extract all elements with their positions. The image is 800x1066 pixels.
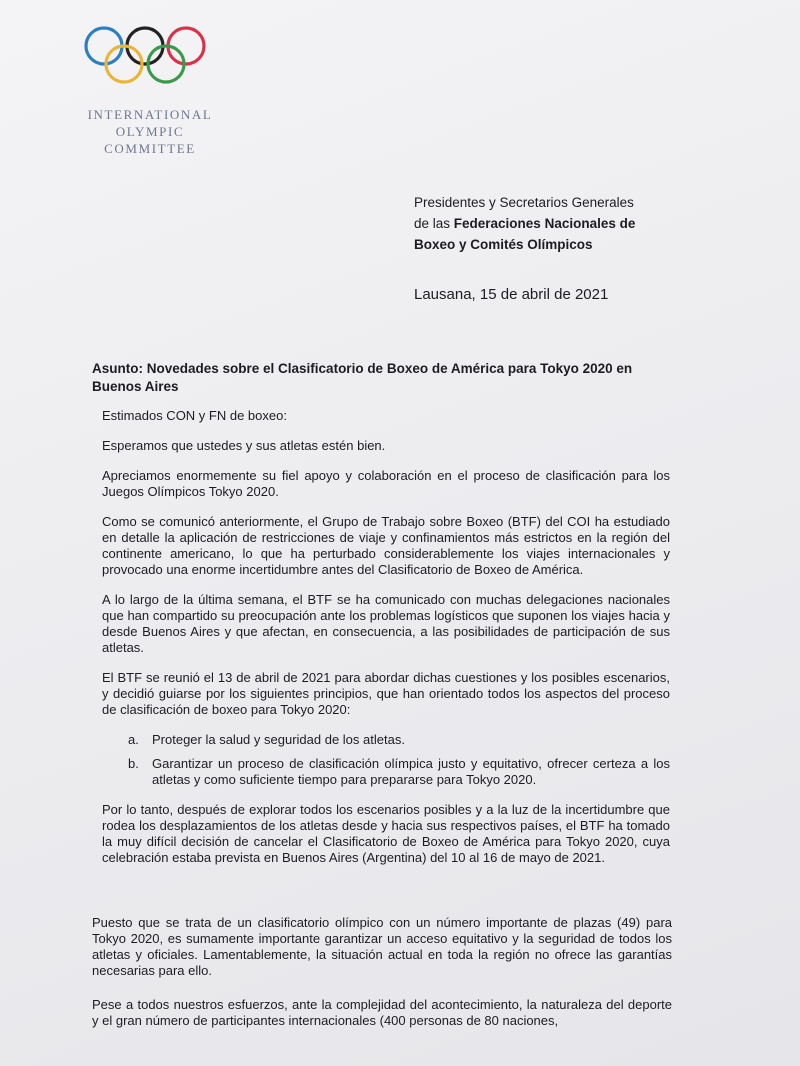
org-line-2: OLYMPIC: [115, 124, 185, 139]
recipient-line-2: [414, 213, 784, 234]
olympic-rings-icon: [82, 22, 212, 88]
recipient-line-3-bold: Boxeo y Comités Olímpicos: [414, 237, 593, 252]
paragraph-2: Apreciamos enormemente su fiel apoyo y colaboración en el proceso de clasificación para los Juegos Olímpicos Tokyo 2020.: [102, 468, 670, 499]
list-item-text: Garantizar un proceso de clasificación olímpica justo y equitativo, ofrecer certeza a los atletas y como suficiente tiempo para prepararse para Tokyo 2020.: [152, 756, 670, 787]
recipient-line-1: Presidentes y Secretarios Generales: [414, 195, 634, 210]
letter-subject: Asunto: Novedades sobre el Clasificatorio de Boxeo de América para Tokyo 2020 en Buenos Aires: [92, 361, 633, 394]
paragraph-5: El BTF se reunió el 13 de abril de 2021 para abordar dichas cuestiones y los posibles escenarios, y decidió guiarse por los siguientes principios, que han orientado todos los aspectos del proceso de clasificación de boxeo para Tokyo 2020:: [102, 670, 670, 717]
paragraph-1: Esperamos que ustedes y sus atletas estén bien.: [102, 438, 386, 453]
list-item: [128, 756, 670, 788]
organization-name: [80, 106, 220, 157]
principles-list: [102, 732, 670, 788]
list-marker: a.: [128, 732, 139, 747]
recipient-line-3: [414, 234, 784, 255]
paragraph-8: Pese a todos nuestros esfuerzos, ante la complejidad del acontecimiento, la naturaleza del deporte y el gran número de participantes internacionales (400 personas de 80 naciones,: [92, 997, 672, 1028]
letter-date: Lausana, 15 de abril de 2021: [414, 286, 609, 303]
list-marker: b.: [128, 756, 139, 771]
org-line-3: COMMITTEE: [104, 141, 196, 156]
list-item-text: Proteger la salud y seguridad de los atletas.: [152, 732, 405, 747]
paragraph-7: Puesto que se trata de un clasificatorio olímpico con un número importante de plazas (49) para Tokyo 2020, es sumamente importante garantizar un acceso equitativo y la seguridad de todos los atletas y oficiales. Lamentablemente, la situación actual en toda la región no ofrece las garantías necesarias para ello.: [92, 915, 672, 978]
recipient-line-2-bold: Federaciones Nacionales de: [453, 216, 636, 231]
org-line-1: INTERNATIONAL: [87, 107, 213, 122]
letter-body: [102, 408, 670, 880]
recipient-block: [414, 192, 784, 255]
paragraph-6: Por lo tanto, después de explorar todos los escenarios posibles y a la luz de la incertidumbre que rodea los desplazamientos de los atletas desde y hacia sus respectivos países, el BTF ha tomado la muy difícil decisión de cancelar el Clasificatorio de Boxeo de América para Tokyo 2020, cuya celebración estaba prevista en Buenos Aires (Argentina) del 10 al 16 de mayo de 2021.: [102, 802, 670, 865]
paragraph-4: A lo largo de la última semana, el BTF se ha comunicado con muchas delegaciones nacionales que han compartido su preocupación ante los problemas logísticos que suponen los viajes hacia y desde Buenos Aires y que afectan, en consecuencia, a las posibilidades de participación de sus atletas.: [102, 592, 670, 655]
paragraph-3: Como se comunicó anteriormente, el Grupo de Trabajo sobre Boxeo (BTF) del COI ha estudiado en detalle la aplicación de restricciones de viaje y confinamientos más estrictos en la región del continente americano, lo que ha perturbado considerablemente los viajes internacionales y provocado una enorme incertidumbre antes del Clasificatorio de Boxeo de América.: [102, 514, 670, 577]
letter-body-lower: [92, 915, 672, 1047]
greeting: Estimados CON y FN de boxeo:: [102, 408, 287, 423]
recipient-line-2-plain: de las: [414, 216, 454, 231]
list-item: [128, 732, 670, 748]
